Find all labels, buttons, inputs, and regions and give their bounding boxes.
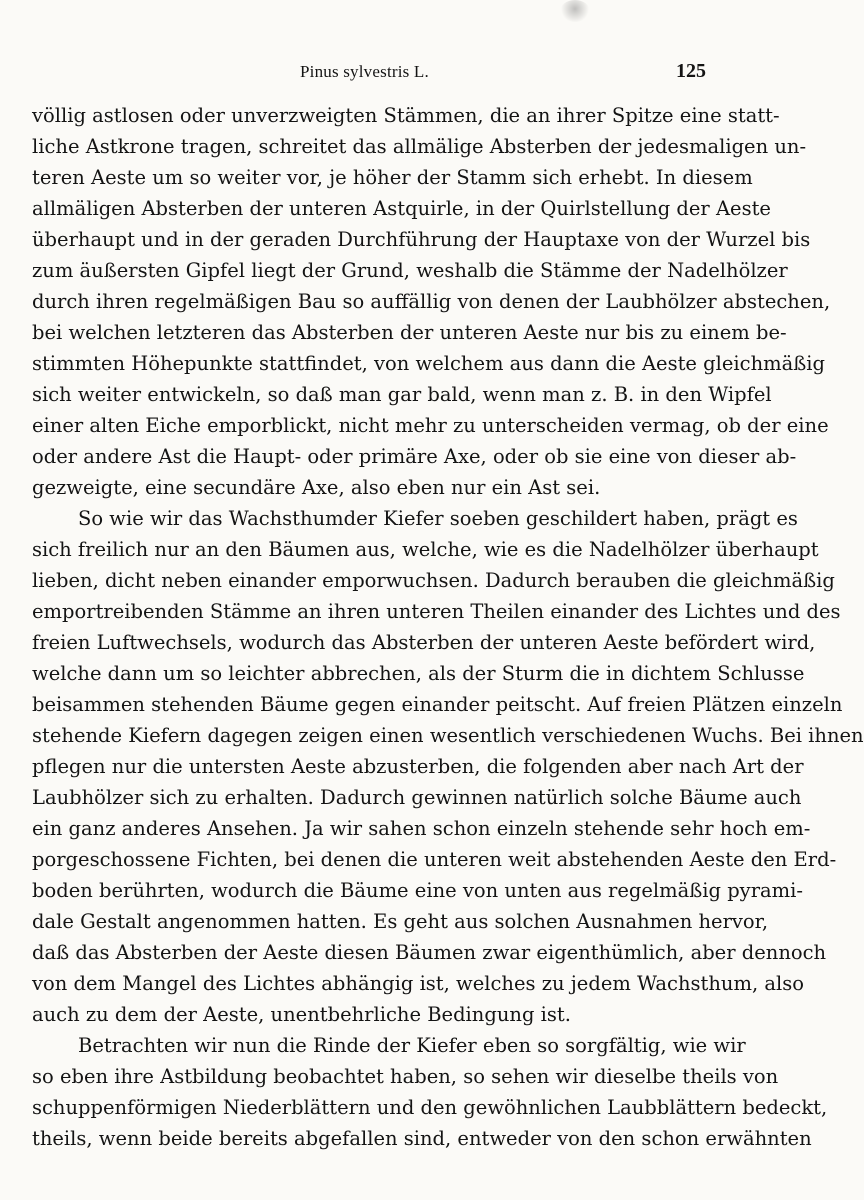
text-line: zum äußersten Gipfel liegt der Grund, weshalb die Stämme der Nadelhölzer bbox=[32, 259, 788, 282]
text-line: teren Aeste um so weiter vor, je höher der Stamm sich erhebt. In diesem bbox=[32, 166, 753, 189]
text-line: lieben, dicht neben einander emporwuchsen. Dadurch berauben die gleichmäßig bbox=[32, 569, 835, 592]
text-line: so eben ihre Astbildung beobachtet haben, so sehen wir dieselbe theils von bbox=[32, 1065, 779, 1088]
text-line: dale Gestalt angenommen hatten. Es geht aus solchen Ausnahmen hervor, bbox=[32, 910, 769, 933]
running-title: Pinus sylvestris L. bbox=[300, 62, 429, 81]
body-text bbox=[32, 100, 864, 1154]
text-line: theils, wenn beide bereits abgefallen sind, entweder von den schon erwähnten bbox=[32, 1127, 812, 1150]
text-line: boden berührten, wodurch die Bäume eine von unten aus regelmäßig pyrami- bbox=[32, 879, 803, 902]
text-line: gezweigte, eine secundäre Axe, also eben nur ein Ast sei. bbox=[32, 476, 601, 499]
page-header bbox=[32, 62, 706, 88]
paragraph-start-line: Betrachten wir nun die Rinde der Kiefer eben so sorgfältig, wie wir bbox=[78, 1034, 746, 1057]
text-line: allmäligen Absterben der unteren Astquirle, in der Quirlstellung der Aeste bbox=[32, 197, 771, 220]
text-line: völlig astlosen oder unverzweigten Stämmen, die an ihrer Spitze eine statt- bbox=[32, 104, 780, 127]
text-line: stimmten Höhepunkte stattfindet, von welchem aus dann die Aeste gleichmäßig bbox=[32, 352, 825, 375]
text-line: emportreibenden Stämme an ihren unteren Theilen einander des Lichtes und des bbox=[32, 600, 841, 623]
page-number: 125 bbox=[676, 60, 706, 82]
text-line: von dem Mangel des Lichtes abhängig ist, welches zu jedem Wachsthum, also bbox=[32, 972, 804, 995]
text-line: schuppenförmigen Niederblättern und den gewöhnlichen Laubblättern bedeckt, bbox=[32, 1096, 828, 1119]
text-line: Laubhölzer sich zu erhalten. Dadurch gewinnen natürlich solche Bäume auch bbox=[32, 786, 802, 809]
text-line: ein ganz anderes Ansehen. Ja wir sahen schon einzeln stehende sehr hoch em- bbox=[32, 817, 811, 840]
text-line: durch ihren regelmäßigen Bau so auffällig von denen der Laubhölzer abstechen, bbox=[32, 290, 831, 313]
text-line: freien Luftwechsels, wodurch das Absterben der unteren Aeste befördert wird, bbox=[32, 631, 816, 654]
text-line: einer alten Eiche emporblickt, nicht mehr zu unterscheiden vermag, ob der eine bbox=[32, 414, 829, 437]
text-line: porgeschossene Fichten, bei denen die unteren weit abstehenden Aeste den Erd- bbox=[32, 848, 837, 871]
text-line: oder andere Ast die Haupt- oder primäre Axe, oder ob sie eine von dieser ab- bbox=[32, 445, 797, 468]
text-line: daß das Absterben der Aeste diesen Bäumen zwar eigenthümlich, aber dennoch bbox=[32, 941, 827, 964]
text-line: pflegen nur die untersten Aeste abzusterben, die folgenden aber nach Art der bbox=[32, 755, 804, 778]
text-line: sich weiter entwickeln, so daß man gar bald, wenn man z. B. in den Wipfel bbox=[32, 383, 772, 406]
text-line: liche Astkrone tragen, schreitet das allmälige Absterben der jedesmaligen un- bbox=[32, 135, 807, 158]
text-line: auch zu dem der Aeste, unentbehrliche Bedingung ist. bbox=[32, 1003, 571, 1026]
text-line: beisammen stehenden Bäume gegen einander peitscht. Auf freien Plätzen einzeln bbox=[32, 693, 843, 716]
text-line: stehende Kiefern dagegen zeigen einen wesentlich verschiedenen Wuchs. Bei ihnen bbox=[32, 724, 864, 747]
ink-smudge bbox=[560, 0, 590, 22]
paragraph-start-line: So wie wir das Wachsthumder Kiefer soeben geschildert haben, prägt es bbox=[78, 507, 798, 530]
text-line: sich freilich nur an den Bäumen aus, welche, wie es die Nadelhölzer überhaupt bbox=[32, 538, 819, 561]
text-line: bei welchen letzteren das Absterben der unteren Aeste nur bis zu einem be- bbox=[32, 321, 787, 344]
text-line: überhaupt und in der geraden Durchführung der Hauptaxe von der Wurzel bis bbox=[32, 228, 811, 251]
text-line: welche dann um so leichter abbrechen, als der Sturm die in dichtem Schlusse bbox=[32, 662, 805, 685]
